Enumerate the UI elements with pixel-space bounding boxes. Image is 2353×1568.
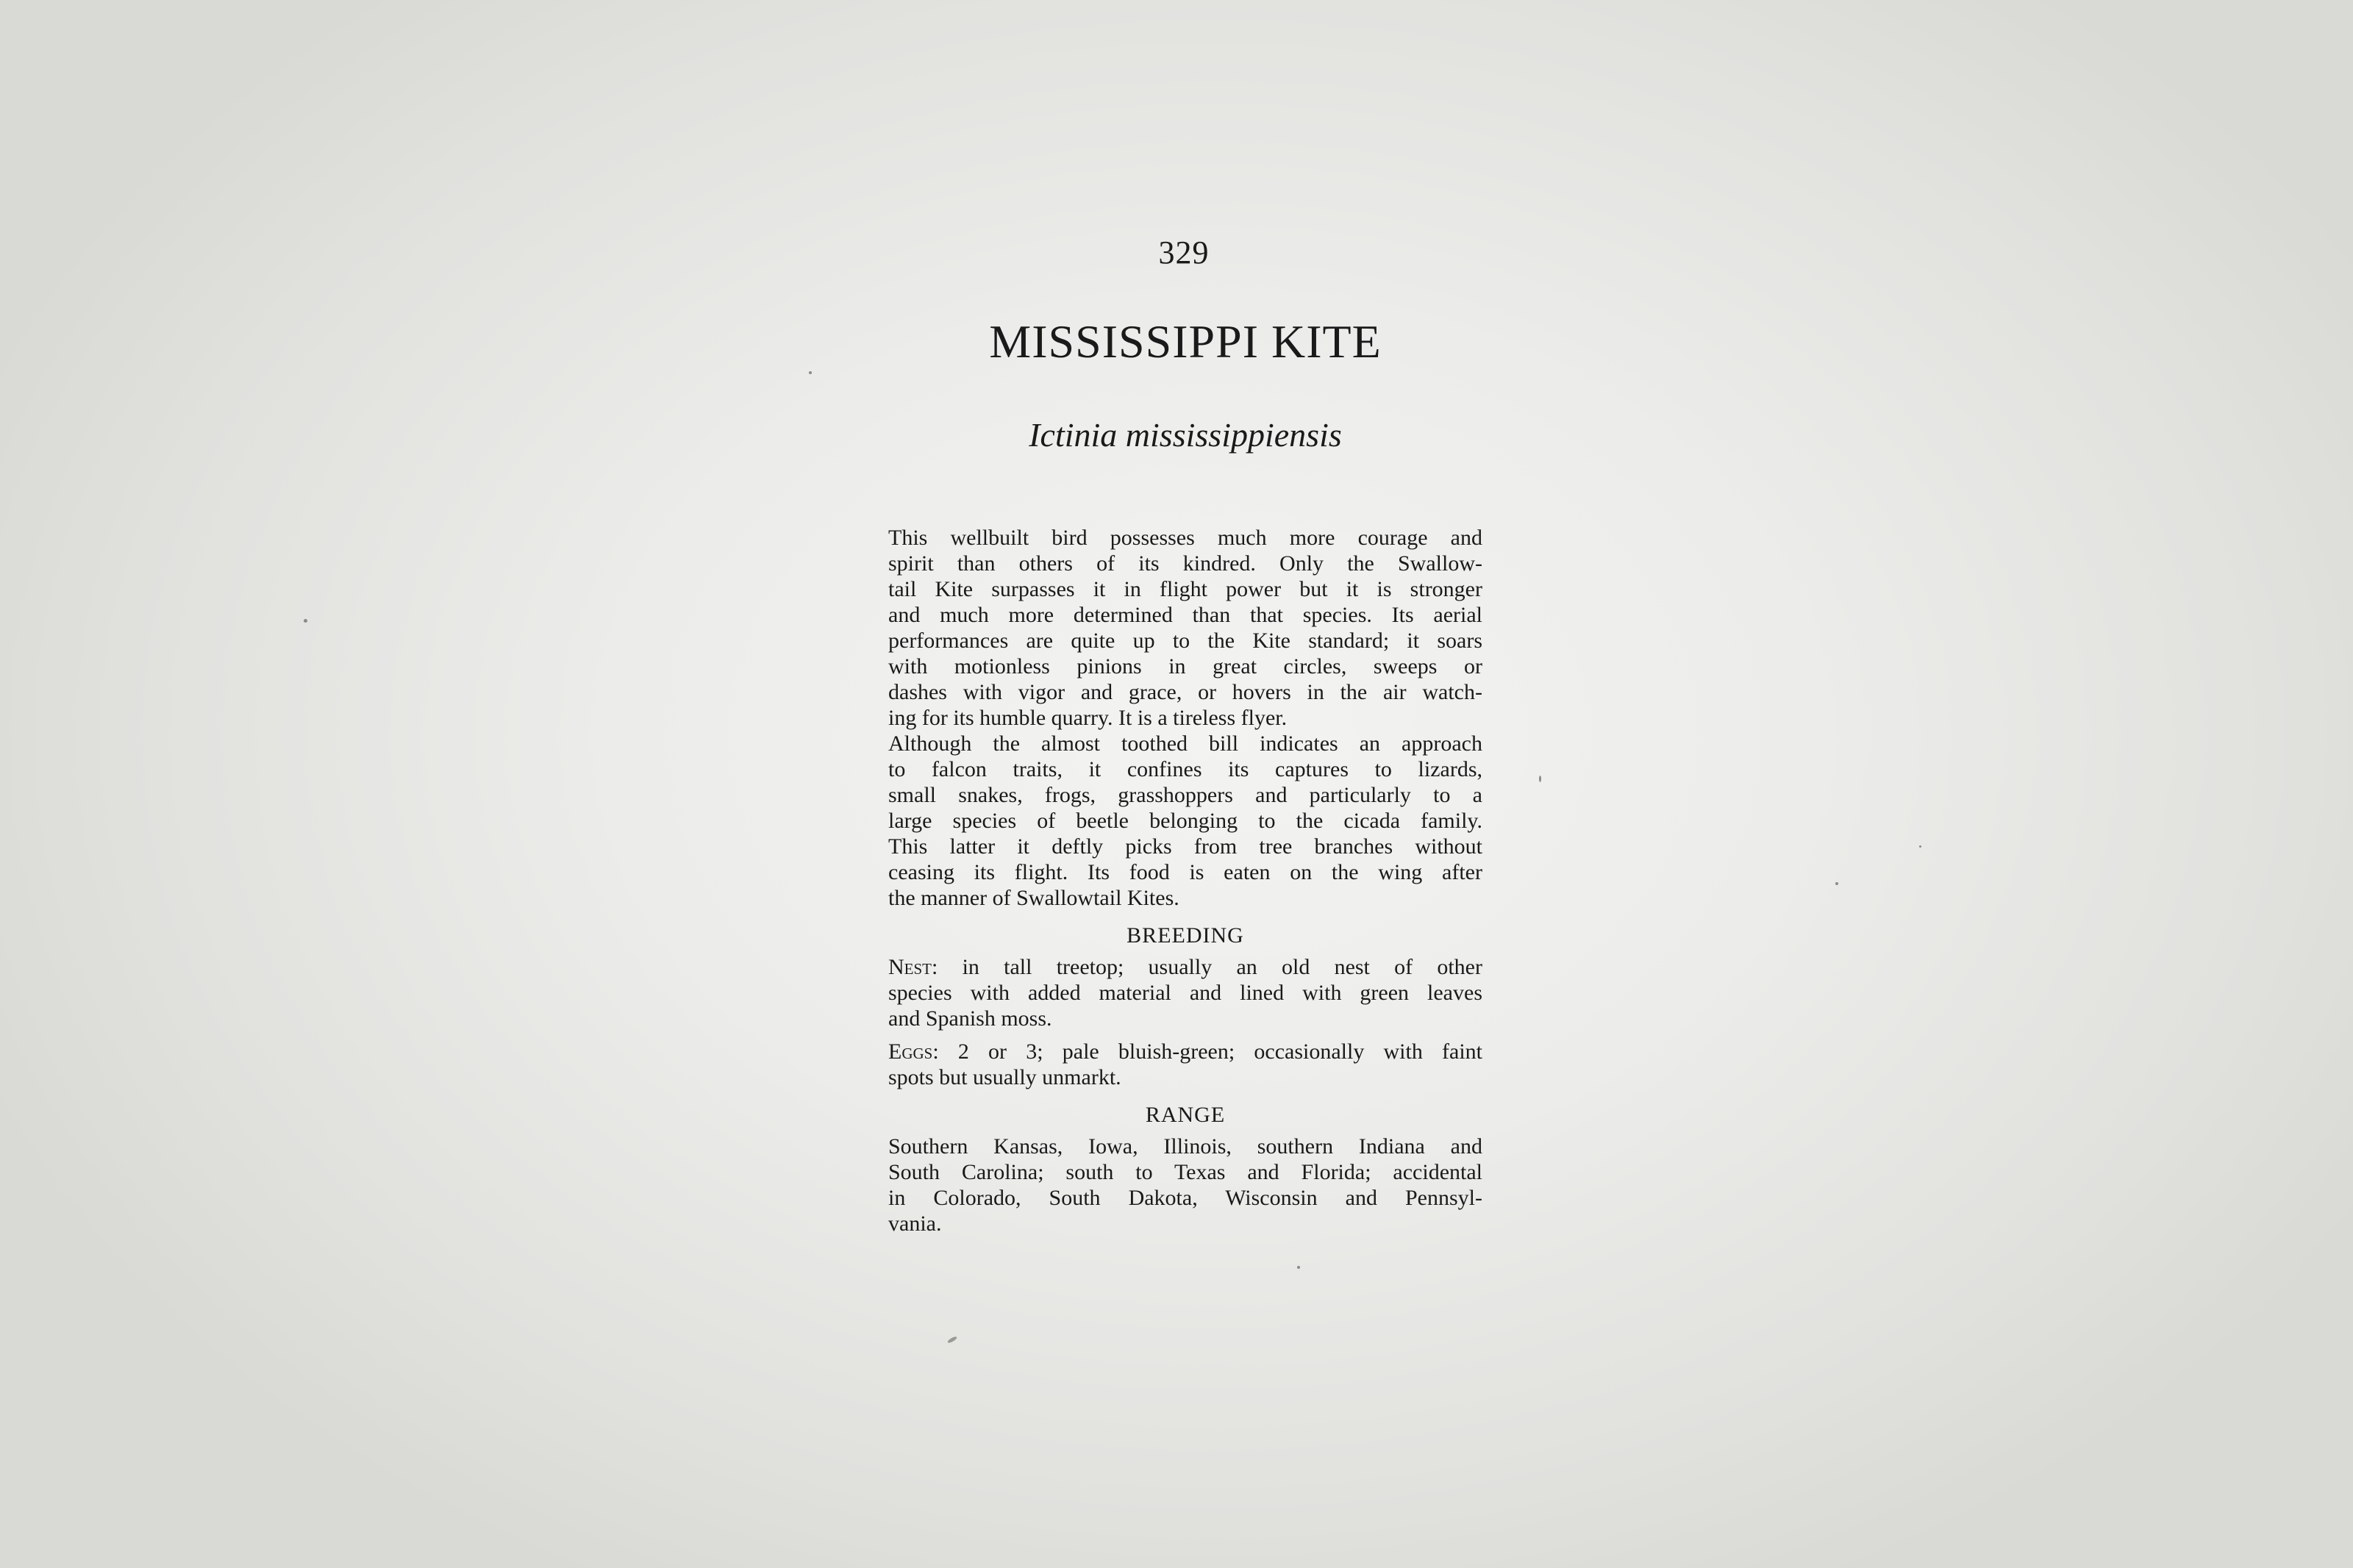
- paper-speck: [1835, 882, 1838, 885]
- text-line: small snakes, frogs, grasshoppers and particularly to a: [888, 783, 1482, 807]
- text-line: and much more determined than that species. Its aerial: [888, 603, 1482, 627]
- eggs-text: 2 or 3; pale bluish-green; occasionally with faint: [957, 1039, 1482, 1064]
- text-line: This latter it deftly picks from tree branches without: [888, 834, 1482, 859]
- text-line: Nest: in tall treetop; usually an old nest of other: [888, 955, 1482, 979]
- text-line: vania.: [888, 1211, 942, 1236]
- text-line: spots but usually unmarkt.: [888, 1065, 1121, 1089]
- text-line: in Colorado, South Dakota, Wisconsin and Pennsyl-: [888, 1186, 1482, 1210]
- nest-label: Nest: [888, 955, 932, 979]
- text-line: ing for its humble quarry. It is a tireless flyer.: [888, 706, 1288, 730]
- paragraph-gap: [888, 1031, 1482, 1039]
- range-paragraph: [888, 1134, 1482, 1236]
- text-line: This wellbuilt bird possesses much more courage and: [888, 526, 1482, 550]
- text-line: to falcon traits, it confines its captures to lizards,: [888, 757, 1482, 781]
- page-number: 329: [1158, 235, 1210, 271]
- breeding-heading: BREEDING: [1126, 923, 1244, 948]
- eggs-paragraph: [888, 1039, 1482, 1090]
- text-line: ceasing its flight. Its food is eaten on the wing after: [888, 860, 1482, 884]
- text-line: species with added material and lined with green leaves: [888, 981, 1482, 1005]
- nest-text: in tall treetop; usually an old nest of other: [962, 955, 1482, 979]
- eggs-label: Eggs: [888, 1039, 933, 1064]
- range-heading: RANGE: [1145, 1103, 1226, 1127]
- text-line: with motionless pinions in great circles, sweeps or: [888, 654, 1482, 679]
- text-line: performances are quite up to the Kite standard; it soars: [888, 629, 1482, 653]
- paper-speck: [947, 1336, 958, 1344]
- scientific-name: Ictinia mississippiensis: [1029, 416, 1342, 454]
- text-line: large species of beetle belonging to the cicada family.: [888, 809, 1482, 833]
- text-line: South Carolina; south to Texas and Florida; accidental: [888, 1160, 1482, 1184]
- paper-speck: [304, 619, 307, 623]
- text-line: Although the almost toothed bill indicates an approach: [888, 731, 1482, 756]
- nest-paragraph: [888, 954, 1482, 1031]
- text-block: [888, 525, 1482, 1236]
- paper-speck: [1297, 1266, 1300, 1269]
- text-line: Eggs: 2 or 3; pale bluish-green; occasionally with faint: [888, 1039, 1482, 1064]
- species-title: MISSISSIPPI KITE: [989, 315, 1382, 368]
- text-line: and Spanish moss.: [888, 1006, 1052, 1031]
- paper-speck: [809, 371, 812, 374]
- text-line: the manner of Swallowtail Kites.: [888, 886, 1179, 910]
- text-line: Southern Kansas, Iowa, Illinois, southern Indiana and: [888, 1134, 1482, 1159]
- description-paragraph: [888, 525, 1482, 911]
- text-line: tail Kite surpasses it in flight power but it is stronger: [888, 577, 1482, 601]
- paper-speck: [1919, 845, 1921, 848]
- text-line: dashes with vigor and grace, or hovers in the air watch-: [888, 680, 1482, 704]
- text-line: spirit than others of its kindred. Only the Swallow-: [888, 551, 1482, 576]
- paper-speck: [1539, 776, 1541, 782]
